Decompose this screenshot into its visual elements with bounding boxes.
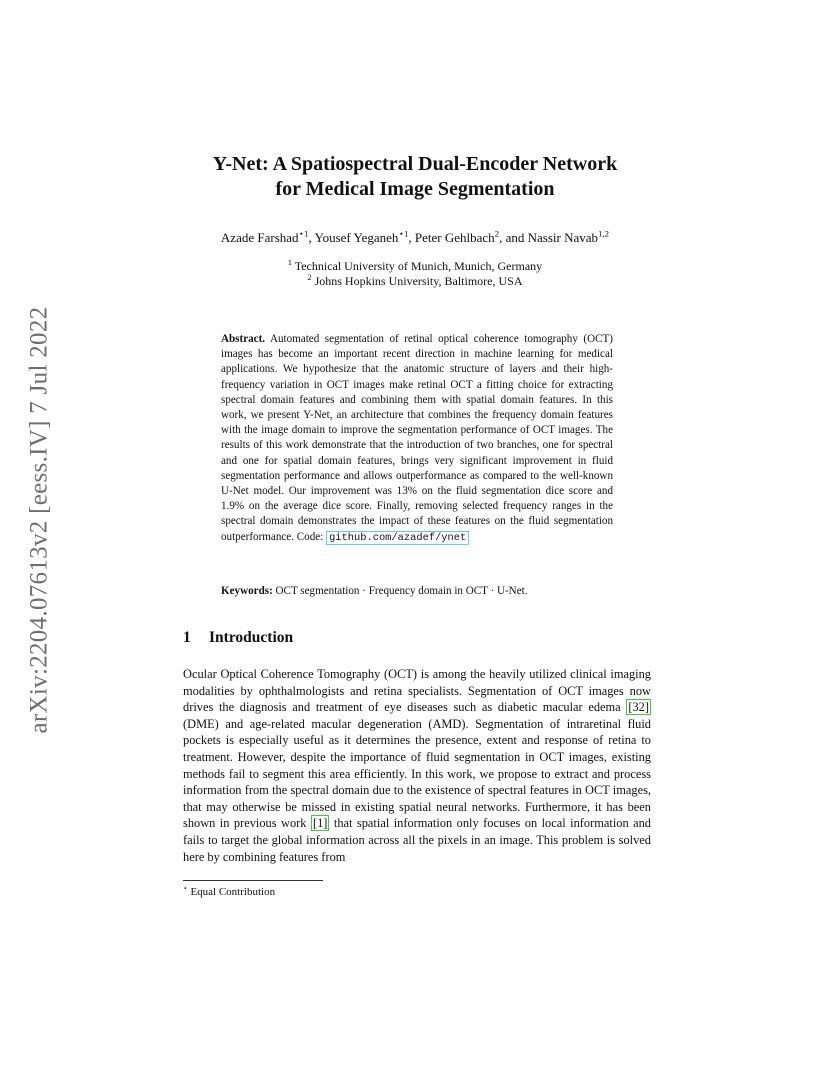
arxiv-identifier-stamp [16, 300, 62, 740]
introduction-paragraph [183, 666, 651, 865]
intro-text-part-1: Ocular Optical Coherence Tomography (OCT) is among the heavily utilized clinical imaging modalities by ophthalmologists and retina specialists. Segmentation of OCT images now drives the diagnosis and treatment of eye diseases such as diabetic macular edema [183, 667, 651, 715]
affiliation-item [150, 259, 680, 274]
keywords [221, 584, 613, 599]
intro-text-part-3: that spatial information only focuses on local information and fails to target the global information across all the pixels in an image. This problem is solved here by combining features from [183, 816, 651, 864]
paper-title-line-2: for Medical Image Segmentation [275, 178, 555, 200]
author-list [150, 229, 680, 246]
affiliation-item [150, 274, 680, 289]
affiliation-number: 1 [287, 258, 292, 267]
paper-title-line-1: Y-Net: A Spatiospectral Dual-Encoder Network [212, 153, 618, 175]
keywords-label: Keywords: [221, 585, 273, 597]
footnote-divider [183, 880, 323, 881]
footnote-text: Equal Contribution [190, 886, 276, 898]
arxiv-identifier-text: arXiv:2204.07613v2 [eess.IV] 7 Jul 2022 [25, 306, 53, 734]
keywords-text: OCT segmentation · Frequency domain in OCT · U-Net. [275, 585, 528, 597]
author-name: Peter Gehlbach [414, 230, 495, 245]
author-name: Azade Farshad [220, 230, 299, 245]
section-heading-introduction [183, 628, 293, 647]
section-number: 1 [183, 629, 191, 646]
affiliation-number: 2 [307, 273, 312, 282]
author-name: Nassir Navab [527, 230, 599, 245]
abstract-label: Abstract. [221, 333, 266, 345]
author-separator: , and [499, 230, 528, 245]
author-separator: , [308, 230, 315, 245]
author-affiliation-mark: 1,2 [598, 228, 610, 239]
citation-link[interactable]: [32] [628, 700, 649, 715]
author-affiliation-mark: 2 [494, 228, 500, 239]
footnote-mark: ⋆ [183, 883, 188, 893]
footnote [183, 885, 275, 899]
affiliation-text: Technical University of Munich, Munich, Germany [294, 259, 543, 273]
code-repository-link[interactable]: github.com/azadef/ynet [326, 531, 469, 545]
abstract-text: Automated segmentation of retinal optical coherence tomography (OCT) images has become an important recent direction in machine learning for medical applications. We hypothesize that the anatomic structure of layers and their high-frequency variation in OCT images make retinal OCT a fitting choice for extracting spectral domain features and combining them with spatial domain features. In this work, we present Y-Net, an architecture that combines the frequency domain features with the image domain to improve the segmentation performance of OCT images. The results of this work demonstrate that the introduction of two branches, one for spectral and one for spatial domain features, brings very significant improvement in fluid segmentation performance and allows outperformance as compared to the well-known U-Net model. Our improvement was 13% on the fluid segmentation dice score and 1.9% on the average dice score. Finally, removing selected frequency ranges in the spectral domain demonstrates the impact of these features on the fluid segmentation outperformance. Code: [221, 333, 613, 543]
citation-link[interactable]: [1] [312, 816, 328, 831]
intro-text-part-2: (DME) and age-related macular degeneration (AMD). Segmentation of intraretinal fluid pockets is especially useful as it determines the presence, extent and response of retina to treatment. However, despite the importance of fluid segmentation in OCT images, existing methods fail to segment this area efficiently. In this work, we propose to extract and process information from the spectral domain due to the existence of spectral features in OCT images, that may otherwise be missed in existing spatial neural networks. Furthermore, it has been shown in previous work [183, 716, 651, 831]
affiliation-list [150, 259, 680, 289]
section-title: Introduction [209, 629, 294, 646]
abstract [221, 332, 613, 546]
author-affiliation-mark: ⋆1 [298, 228, 309, 239]
author-affiliation-mark: ⋆1 [398, 228, 409, 239]
author-name: Yousef Yeganeh [314, 230, 399, 245]
affiliation-text: Johns Hopkins University, Baltimore, USA [314, 274, 523, 288]
author-separator: , [408, 230, 415, 245]
paper-title [150, 152, 680, 202]
